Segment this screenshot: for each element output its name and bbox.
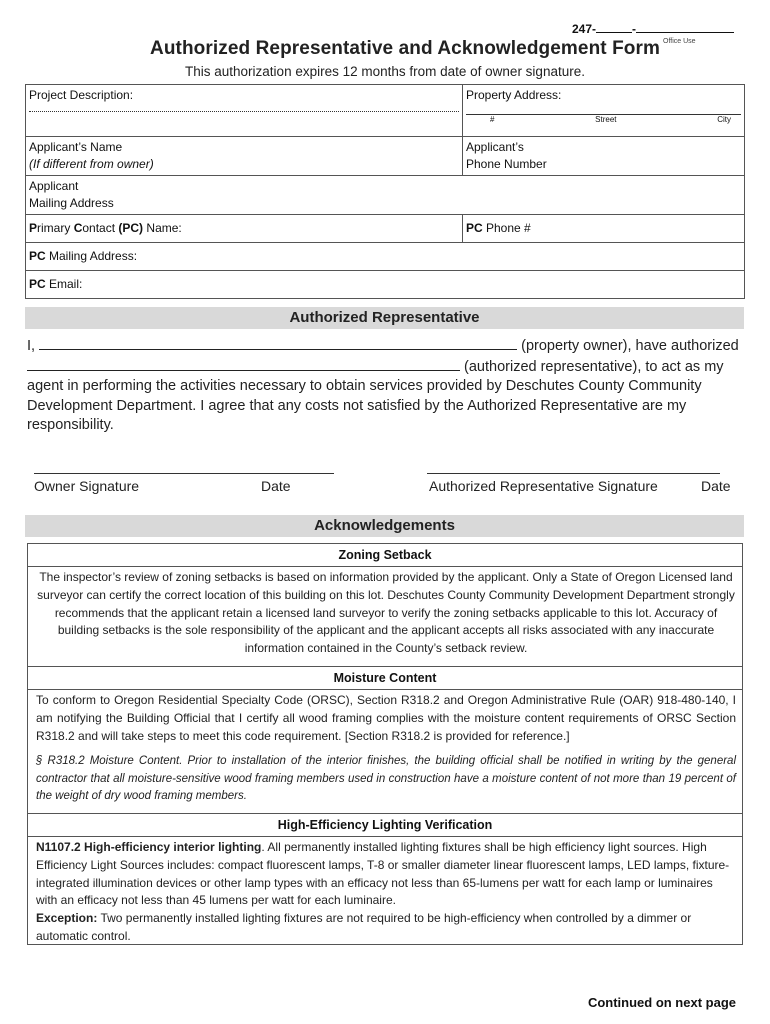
pc-mailing-address-field[interactable] bbox=[26, 243, 745, 271]
owner-signature-label: Owner Signature bbox=[34, 478, 140, 494]
applicant-info-table bbox=[25, 84, 745, 299]
acknowledgements-heading: Acknowledgements bbox=[25, 515, 744, 537]
property-address-field[interactable] bbox=[463, 85, 745, 137]
office-number-blank-2[interactable] bbox=[636, 22, 734, 33]
office-use-number: 247- - bbox=[572, 22, 734, 36]
zoning-setback-section bbox=[27, 543, 743, 667]
applicant-phone-label-2: Phone Number bbox=[466, 157, 547, 171]
pc-email-label: PC Email: bbox=[29, 277, 83, 291]
project-description-label: Project Description: bbox=[29, 88, 134, 102]
rep-signature-line[interactable] bbox=[427, 472, 720, 474]
authorized-representative-heading: Authorized Representative bbox=[25, 307, 744, 329]
address-street-label: Street bbox=[595, 115, 617, 124]
applicant-name-label: Applicant’s Name bbox=[29, 140, 123, 154]
owner-date-label: Date bbox=[261, 478, 291, 494]
continued-note: Continued on next page bbox=[587, 995, 736, 1010]
moisture-content-section bbox=[27, 666, 743, 814]
property-address-label: Property Address: bbox=[466, 88, 562, 102]
page-title: Authorized Representative and Acknowledgement Form bbox=[150, 38, 660, 59]
office-number-blank-1[interactable] bbox=[596, 22, 632, 33]
authorized-rep-name-blank[interactable] bbox=[27, 357, 460, 371]
page-subtitle: This authorization expires 12 months from date of owner signature. bbox=[185, 64, 585, 79]
lighting-verification-section bbox=[27, 813, 743, 945]
moisture-content-title: Moisture Content bbox=[28, 667, 742, 690]
moisture-content-text: To conform to Oregon Residential Specialty Code (ORSC), Section R318.2 and Oregon Administrative Rule (OAR) 918-480-140, I am notifying the Building Official that I certify all wood framing complies with the moisture content requirements of ORSC Section R318.2 and will take steps to meet this code requirement. [Section R318.2 is provided for reference.] bbox=[36, 693, 736, 743]
pc-mailing-address-label: PC Mailing Address: bbox=[29, 249, 138, 263]
pc-phone-label: PC Phone # bbox=[466, 221, 531, 235]
authorization-body: agent in performing the activities necessary to obtain services provided by Deschutes County Community Development Department. I agree that any costs not satisfied by the Authorized Representative are my responsibility. bbox=[27, 378, 702, 434]
primary-contact-name-field[interactable] bbox=[26, 215, 463, 243]
project-description-line bbox=[29, 110, 459, 112]
lighting-requirement-text: N1107.2 High-efficiency interior lighting. All permanently installed lighting fixtures shall be high efficiency light sources. High Efficiency Light Sources includes: compact fluorescent lamps, T-8 or smaller diameter linear fluorescent lamps, LED lamps, fixture-integrated illumination devices or other lamp types with an efficacy not less than 65-lumens per watt for each lamp or luminaires with an efficacy not less than 45 lumens per watt for each luminaire. bbox=[36, 840, 730, 908]
address-number-label: # bbox=[490, 115, 495, 124]
rep-date-label: Date bbox=[701, 478, 731, 494]
applicant-mailing-field[interactable] bbox=[26, 176, 745, 215]
pc-email-field[interactable] bbox=[26, 271, 745, 299]
applicant-mailing-label-1: Applicant bbox=[29, 179, 79, 193]
address-city-label: City bbox=[717, 115, 731, 124]
property-owner-name-blank[interactable] bbox=[39, 336, 517, 350]
office-use-label: Office Use bbox=[663, 38, 696, 45]
applicant-phone-label-1: Applicant’s bbox=[466, 140, 524, 154]
applicant-name-note: (If different from owner) bbox=[29, 157, 154, 171]
lighting-verification-title: High-Efficiency Lighting Verification bbox=[28, 814, 742, 837]
pc-phone-field[interactable] bbox=[463, 215, 745, 243]
applicant-phone-field[interactable] bbox=[463, 137, 745, 176]
lighting-exception-text: Exception: Two permanently installed lighting fixtures are not required to be high-efficiency when controlled by a dimmer or automatic control. bbox=[36, 911, 692, 943]
project-description-field[interactable] bbox=[26, 85, 463, 137]
primary-contact-name-label: Primary Contact (PC) Name: bbox=[29, 221, 182, 235]
authorization-statement: I, (property owner), have authorized (authorized representative), to act as my agent in performing the activities necessary to obtain services provided by Deschutes County Community Development Department. I agree that any costs not satisfied by the Authorized Representative are my responsibility. bbox=[27, 336, 743, 436]
zoning-setback-title: Zoning Setback bbox=[28, 544, 742, 567]
applicant-mailing-label-2: Mailing Address bbox=[29, 196, 114, 210]
owner-signature-line[interactable] bbox=[34, 472, 334, 474]
rep-signature-label: Authorized Representative Signature bbox=[429, 478, 658, 494]
moisture-content-reference: § R318.2 Moisture Content. Prior to installation of the interior finishes, the building official shall be notified in writing by the general contractor that all moisture-sensitive wood framing members used in construction have a moisture content of not more than 19 percent of the weight of dry wood framing members. bbox=[36, 755, 736, 803]
zoning-setback-text: The inspector’s review of zoning setbacks is based on information provided by the applicant. Only a State of Oregon Licensed land surveyor can certify the correct location of this building on this lot. Deschutes County Community Development Department strongly recommends that the applicant retain a licensed land surveyor to verify the zoning setbacks applicable to this lot. Accuracy of building setbacks is the sole responsibility of the applicant and the applicant accepts all risks associated with any inaccurate information contained in the County’s setback review. bbox=[37, 570, 735, 656]
applicant-name-field[interactable] bbox=[26, 137, 463, 176]
